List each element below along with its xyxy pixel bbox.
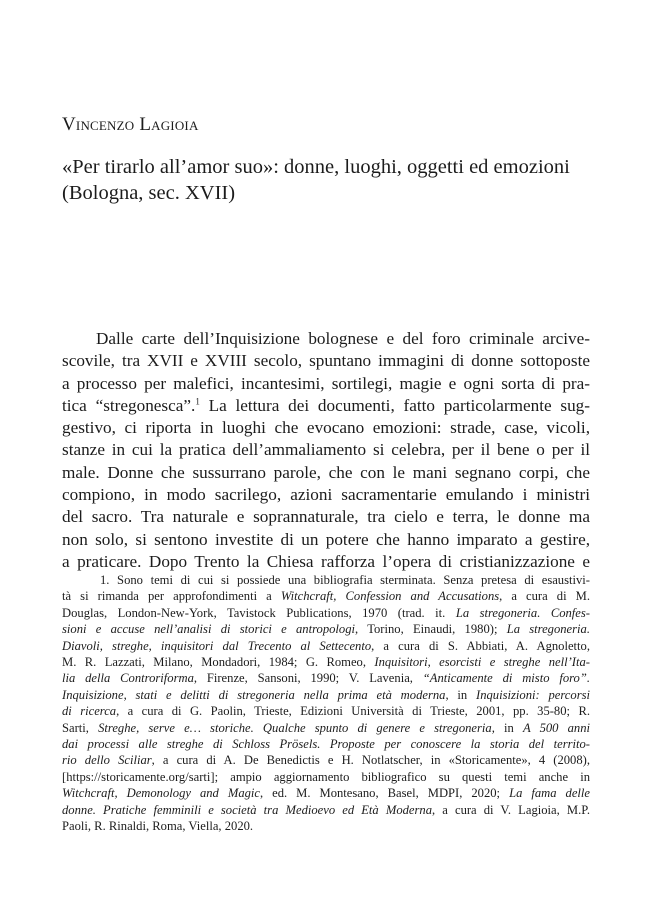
fn-text: , a cura di M. bbox=[499, 589, 591, 604]
body-line: a praticare. Dopo Trento la Chiesa rafforza l’opera di cristianizzazione e bbox=[62, 551, 590, 571]
footnote-line bbox=[62, 588, 590, 604]
body-line: non solo, si sentono investite di un potere che hanno imparato a gestire, bbox=[62, 529, 590, 549]
fn-italic: La stregoneria. bbox=[506, 622, 590, 637]
fn-italic: La stregoneria. Confes- bbox=[455, 605, 590, 620]
footnote-line bbox=[62, 720, 590, 736]
title-line: «Per tirarlo all’amor suo»: donne, luoghi, oggetti ed emozioni bbox=[62, 156, 570, 178]
footnote-line bbox=[62, 687, 590, 703]
body-line bbox=[62, 395, 590, 417]
body-line: stanze in cui la pratica dell’ammaliamento si celebra, per il bene o per il bbox=[62, 440, 590, 460]
fn-text: , a cura di A. De Benedictis e H. Notlatscher, in «Storicamente», 4 (2008), bbox=[151, 753, 590, 768]
fn-italic: Inquisizioni: percorsi bbox=[476, 687, 590, 702]
fn-italic: Witchcraft, Demonology and Magic bbox=[62, 786, 261, 801]
fn-text: , a cura di V. Lagioia, M.P. bbox=[432, 802, 590, 817]
footnote-line bbox=[62, 703, 590, 719]
body-line: Dalle carte dell’Inquisizione bolognese e del foro criminale arcive- bbox=[96, 329, 590, 348]
fn-text: M. R. Lazzati, Milano, Mondadori, 1984; G. Romeo, bbox=[62, 655, 375, 670]
footnote-line bbox=[62, 785, 590, 801]
footnote-line bbox=[62, 654, 590, 670]
footnote-line bbox=[62, 638, 590, 654]
fn-text: , in bbox=[445, 687, 477, 702]
fn-italic: di ricerca bbox=[62, 704, 117, 719]
footnote-line bbox=[62, 670, 590, 686]
fn-text: in bbox=[494, 720, 523, 735]
fn-italic: A 500 anni bbox=[522, 720, 591, 735]
fn-text: Douglas, London-New-York, Tavistock Publications, 1970 (trad. it. bbox=[62, 605, 456, 620]
fn-text: , Torino, Einaudi, 1980); bbox=[355, 622, 507, 637]
fn-italic: Inquisitori, esorcisti e streghe nell’Ita- bbox=[374, 655, 590, 670]
body-paragraph bbox=[62, 328, 590, 573]
footnote-1 bbox=[62, 572, 590, 835]
body-line: scovile, tra XVII e XVIII secolo, spuntano immagini di donne sottoposte bbox=[62, 351, 590, 371]
body-line: gestivo, ci riporta in luoghi che evocano emozioni: strade, case, vicoli, bbox=[62, 418, 590, 438]
footnote-marker[interactable]: 1 bbox=[195, 396, 200, 407]
body-text-segment: tica “stregonesca”. bbox=[62, 395, 196, 415]
article-title bbox=[62, 154, 602, 206]
fn-text: , Firenze, Sansoni, 1990; V. Lavenia, bbox=[193, 671, 423, 686]
fn-italic: dai processi alle streghe di Schloss Prösels. Proposte per conoscere la storia del territo- bbox=[62, 737, 590, 752]
fn-italic: “Anticamente di misto foro”. bbox=[422, 671, 591, 686]
footnote-line bbox=[62, 752, 590, 768]
fn-text: Sarti, bbox=[62, 720, 99, 735]
fn-italic: sioni e accuse nell’analisi di storici e antropologi bbox=[62, 622, 356, 637]
footnote-line bbox=[62, 605, 590, 621]
fn-text: , a cura di G. Paolin, Trieste, Edizioni Università di Trieste, 2001, pp. 35-80; R. bbox=[116, 704, 590, 719]
footnote-line bbox=[62, 621, 590, 637]
title-line: (Bologna, sec. XVII) bbox=[62, 182, 236, 204]
fn-italic: Diavoli, streghe, inquisitori dal Trecento al Settecento bbox=[62, 638, 372, 653]
fn-italic: Streghe, serve e… storiche. Qualche spunto di genere e stregoneria, bbox=[98, 720, 495, 735]
fn-italic: rio dello Sciliar bbox=[62, 753, 152, 768]
footnote-line: 1. Sono temi di cui si possiede una bibliografia sterminata. Senza pretesa di esaustivi- bbox=[100, 573, 590, 587]
footnote-line bbox=[62, 736, 590, 752]
footnote-line: Paoli, R. Rinaldi, Roma, Viella, 2020. bbox=[62, 819, 254, 834]
body-line: male. Donne che sussurrano parole, che con le mani segnano corpi, che bbox=[62, 462, 590, 482]
fn-italic: Inquisizione, stati e delitti di stregoneria nella prima età moderna bbox=[62, 687, 446, 702]
author-name: Vincenzo Lagioia bbox=[62, 114, 199, 135]
fn-italic: Witchcraft, Confession and Accusations bbox=[280, 589, 500, 604]
fn-text: tà si rimanda per approfondimenti a bbox=[62, 589, 281, 604]
body-line: compiono, in modo sacrilego, azioni sacramentarie emulando i ministri bbox=[62, 485, 590, 505]
fn-italic: lia della Controriforma bbox=[62, 671, 194, 686]
body-line: del sacro. Tra naturale e soprannaturale, tra cielo e terra, le donne ma bbox=[62, 507, 590, 527]
body-text-segment: La lettura dei documenti, fatto particolarmente sug- bbox=[199, 395, 590, 415]
footnote-line: [https://storicamente.org/sarti]; ampio aggiornamento bibliografico su questi temi anche in bbox=[62, 769, 590, 784]
fn-text: , ed. M. Montesano, Basel, MDPI, 2020; bbox=[260, 786, 510, 801]
fn-italic: donne. Pratiche femminili e società tra Medioevo ed Età Moderna bbox=[62, 802, 433, 817]
fn-text: , a cura di S. Abbiati, A. Agnoletto, bbox=[371, 638, 590, 653]
fn-italic: La fama delle bbox=[509, 786, 591, 801]
body-line: a processo per malefici, incantesimi, sortilegi, magie e ogni sorta di pra- bbox=[62, 373, 590, 393]
footnote-line bbox=[62, 802, 590, 818]
